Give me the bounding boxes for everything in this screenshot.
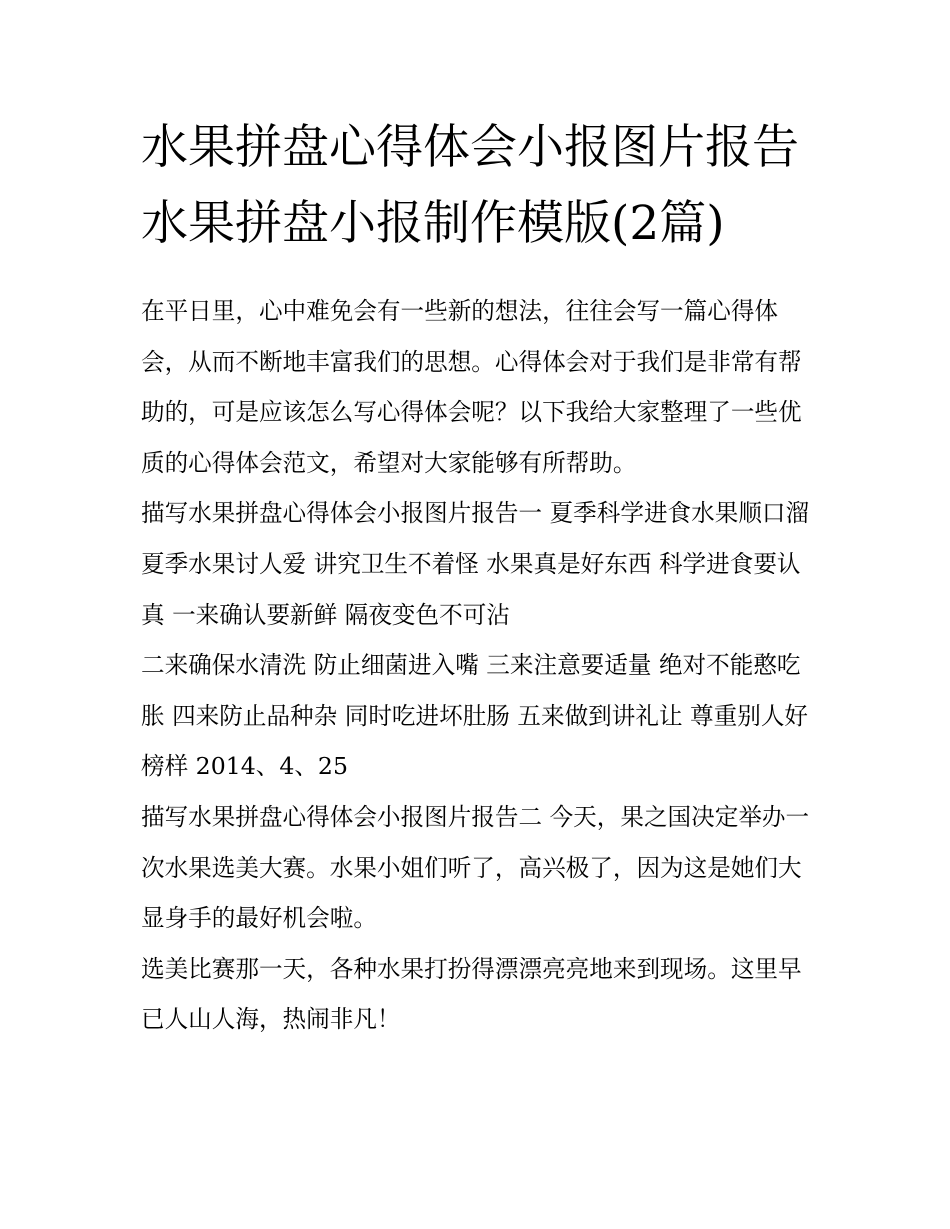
paragraph-article-one: 描写水果拼盘心得体会小报图片报告一 夏季科学进食水果顺口溜 夏季水果讨人爱 讲究卫生不着怪 水果真是好东西 科学进食要认真 一来确认要新鲜 隔夜变色不可沾	[141, 499, 810, 629]
paragraph-article-two-continued: 选美比赛那一天，各种水果打扮得漂漂亮亮地来到现场。这里早已人山人海，热闹非凡！	[141, 954, 802, 1034]
paragraph-intro: 在平日里，心中难免会有一些新的想法，往往会写一篇心得体会，从而不断地丰富我们的思想。心得体会对于我们是非常有帮助的，可是应该怎么写心得体会呢？以下我给大家整理了一些优质的心得体会范文，希望对大家能够有所帮助。	[141, 297, 802, 477]
paragraph-article-one-continued: 二来确保水清洗 防止细菌进入嘴 三来注意要适量 绝对不能憨吃胀 四来防止品种杂 同时吃进坏肚肠 五来做到讲礼让 尊重别人好榜样 2014、4、25	[141, 651, 809, 781]
paragraph-article-two: 描写水果拼盘心得体会小报图片报告二 今天，果之国决定举办一次水果选美大赛。水果小姐们听了，高兴极了，因为这是她们大显身手的最好机会啦。	[141, 802, 810, 933]
document-title: 水果拼盘心得体会小报图片报告 水果拼盘小报制作模版(2篇)	[141, 120, 799, 251]
document-body	[141, 110, 816, 1045]
